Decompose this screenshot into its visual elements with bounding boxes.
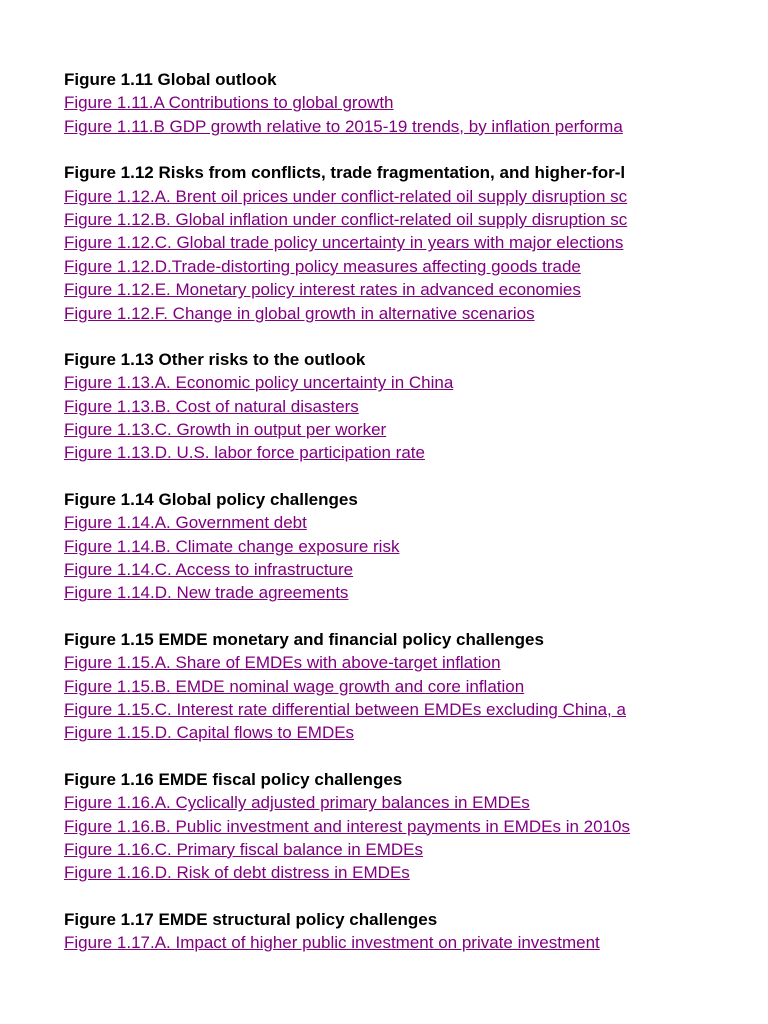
figure-link[interactable]: Figure 1.13.B. Cost of natural disasters [64,396,359,416]
section-figure-1-11 [64,68,644,138]
figure-link[interactable]: Figure 1.15.C. Interest rate differential between EMDEs excluding China, a [64,699,626,719]
section-figure-1-15 [64,628,644,745]
section-heading: Figure 1.14 Global policy challenges [64,489,358,509]
figure-link[interactable]: Figure 1.13.A. Economic policy uncertainty in China [64,373,454,393]
figure-link[interactable]: Figure 1.17.A. Impact of higher public investment on private investment [64,933,600,953]
section-heading: Figure 1.15 EMDE monetary and financial policy challenges [64,629,544,649]
figure-link[interactable]: Figure 1.12.E. Monetary policy interest rates in advanced economies [64,280,581,300]
section-heading: Figure 1.17 EMDE structural policy challenges [64,909,438,929]
section-heading: Figure 1.11 Global outlook [64,70,277,89]
section-heading: Figure 1.13 Other risks to the outlook [64,349,366,369]
figure-link[interactable]: Figure 1.14.B. Climate change exposure risk [64,536,400,556]
figure-link[interactable]: Figure 1.11.A Contributions to global growth [64,93,394,113]
section-figure-1-17 [64,908,644,955]
section-heading: Figure 1.12 Risks from conflicts, trade fragmentation, and higher-for-l [64,163,626,183]
section-figure-1-12 [64,161,644,325]
section-figure-1-16 [64,768,644,885]
figure-link[interactable]: Figure 1.15.B. EMDE nominal wage growth and core inflation [64,676,525,696]
figure-link[interactable]: Figure 1.13.D. U.S. labor force participation rate [64,443,425,463]
figure-link[interactable]: Figure 1.12.C. Global trade policy uncertainty in years with major elections [64,233,624,253]
figure-link[interactable]: Figure 1.11.B GDP growth relative to 2015-19 trends, by inflation performa [64,116,623,136]
figure-link[interactable]: Figure 1.12.A. Brent oil prices under conflict-related oil supply disruption sc [64,186,628,206]
figure-index-sheet [64,68,644,955]
figure-link[interactable]: Figure 1.16.C. Primary fiscal balance in EMDEs [64,839,424,859]
figure-link[interactable]: Figure 1.16.A. Cyclically adjusted primary balances in EMDEs [64,793,530,813]
figure-link[interactable]: Figure 1.12.F. Change in global growth in alternative scenarios [64,303,535,323]
section-figure-1-14 [64,488,644,605]
figure-link[interactable]: Figure 1.14.A. Government debt [64,513,307,533]
figure-link[interactable]: Figure 1.16.D. Risk of debt distress in EMDEs [64,863,410,883]
figure-link[interactable]: Figure 1.15.A. Share of EMDEs with above-target inflation [64,653,501,673]
figure-link[interactable]: Figure 1.13.C. Growth in output per worker [64,420,387,440]
section-figure-1-13 [64,348,644,465]
figure-link[interactable]: Figure 1.15.D. Capital flows to EMDEs [64,723,355,743]
figure-link[interactable]: Figure 1.12.B. Global inflation under conflict-related oil supply disruption sc [64,209,628,229]
section-heading: Figure 1.16 EMDE fiscal policy challenges [64,769,403,789]
figure-link[interactable]: Figure 1.14.C. Access to infrastructure [64,560,354,580]
figure-link[interactable]: Figure 1.12.D.Trade-distorting policy measures affecting goods trade [64,256,581,276]
figure-link[interactable]: Figure 1.14.D. New trade agreements [64,583,349,603]
figure-link[interactable]: Figure 1.16.B. Public investment and interest payments in EMDEs in 2010s [64,816,631,836]
